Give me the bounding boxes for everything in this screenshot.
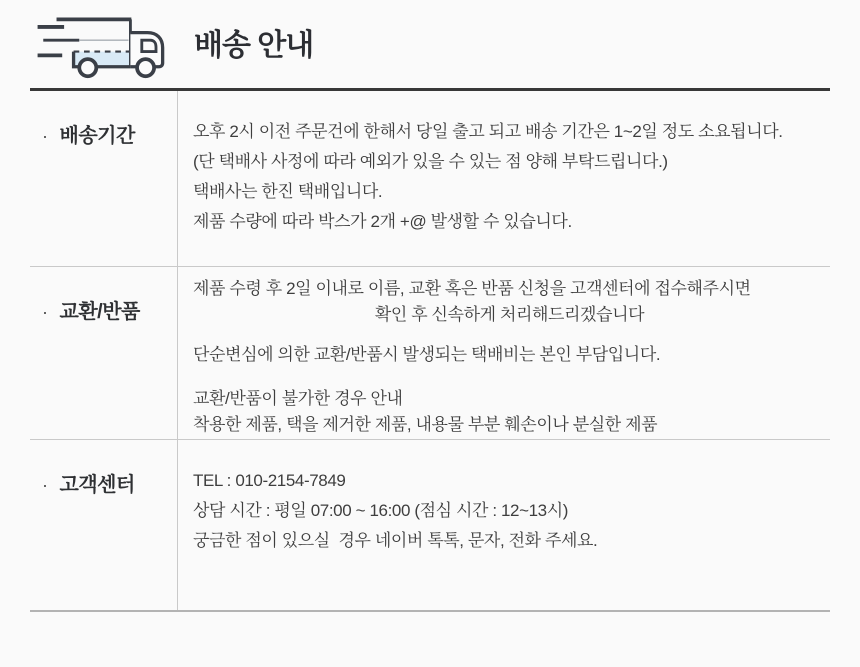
row-label-text: 교환/반품 [59,301,140,323]
bullet-icon: · [42,475,48,495]
page-title: 배송 안내 [194,29,314,62]
text-line: 택배사는 한진 택배입니다. [193,182,383,201]
bullet-icon: · [42,302,48,322]
phone-number-line: TEL : 010-2154-7849 [193,471,346,490]
delivery-truck-icon [32,8,172,80]
page-header [0,0,860,88]
table-row-exchange-return [30,267,830,440]
bullet-icon: · [42,126,48,146]
text-line: 오후 2시 이전 주문건에 한해서 당일 출고 되고 배송 기간은 1~2일 정도 소요됩니다. [193,122,783,141]
row-content-exchange-return [178,267,830,439]
text-line: 제품 수령 후 2일 이내로 이름, 교환 혹은 반품 신청을 고객센터에 접수해주시면 [193,279,751,298]
text-line: (단 택배사 사정에 따라 예외가 있을 수 있는 점 양해 부탁드립니다.) [193,152,668,171]
business-hours-line: 상담 시간 : 평일 07:00 ~ 16:00 (점심 시간 : 12~13시) [193,501,568,520]
row-label-customer-center [30,440,178,610]
row-content-shipping-period [178,91,830,266]
table-row-shipping-period [30,91,830,267]
row-label-shipping-period [30,91,178,266]
text-line: 착용한 제품, 택을 제거한 제품, 내용물 부분 훼손이나 분실한 제품 [193,415,658,434]
text-line: 확인 후 신속하게 처리해드리겠습니다 [374,305,645,324]
text-line: 단순변심에 의한 교환/반품시 발생되는 택배비는 본인 부담입니다. [193,345,661,364]
text-line: 교환/반품이 불가한 경우 안내 [193,389,403,408]
row-label-exchange-return [30,267,178,439]
text-line: 제품 수량에 따라 박스가 2개 +@ 발생할 수 있습니다. [193,212,572,231]
table-row-customer-center [30,440,830,610]
shipping-info-table [30,88,830,612]
contact-methods-line: 궁금한 점이 있으실 경우 네이버 톡톡, 문자, 전화 주세요. [193,531,598,550]
row-label-text: 고객센터 [59,474,135,496]
row-content-customer-center [178,440,830,610]
row-label-text: 배송기간 [59,125,135,147]
